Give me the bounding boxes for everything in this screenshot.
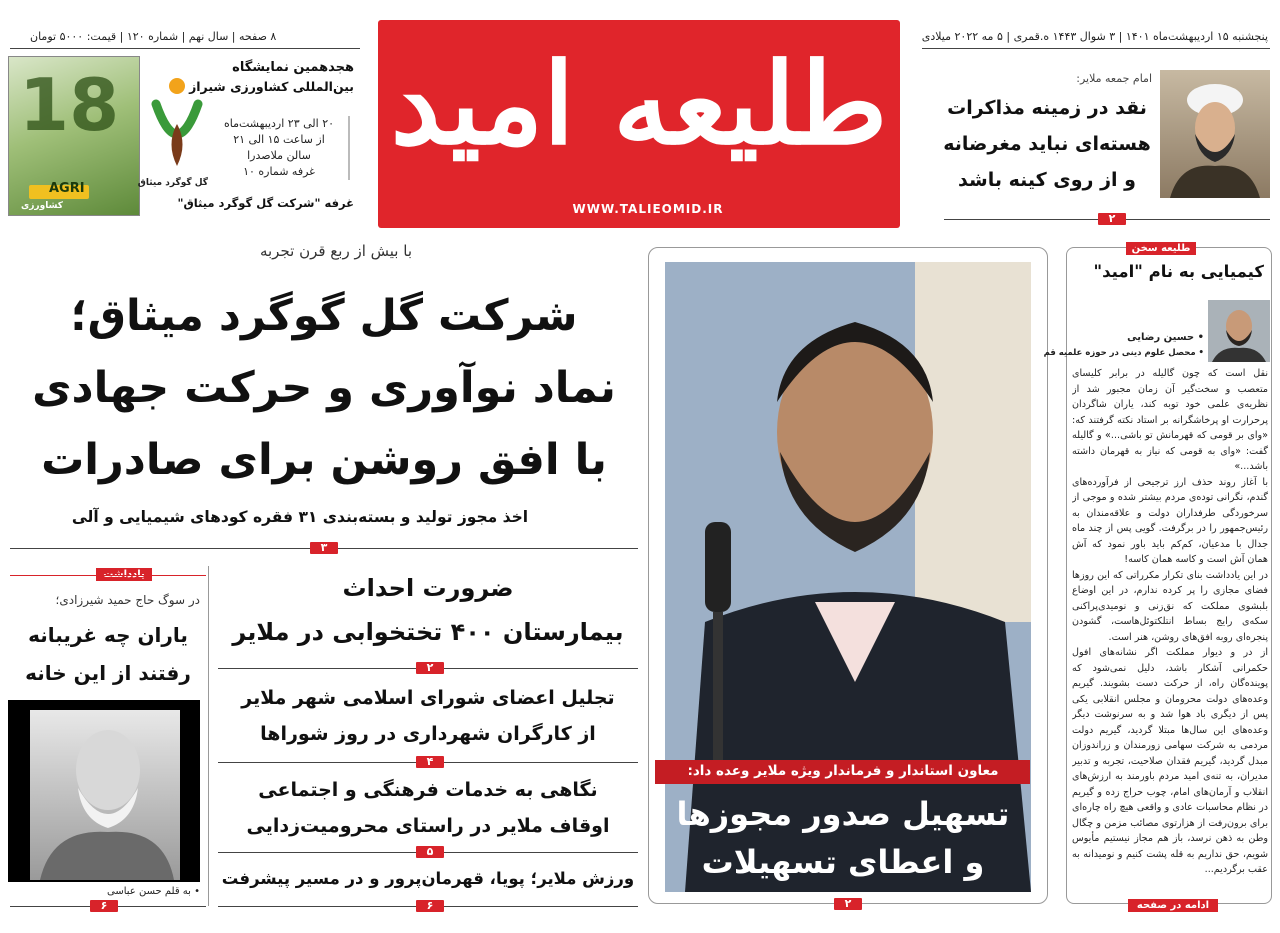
story-3-headline-2[interactable]: اوقاف ملایر در راستای محرومیت‌زدایی — [246, 815, 610, 837]
story-4-page-ref[interactable]: ۶ — [416, 900, 444, 912]
editorial-paragraph: در این یادداشت بنای تکرار مکرراتی که این روزها فضای مجازی را پر کرده ندارم، در این اوضاع بلبشوی مملکت که نق‌زنی و نومیدی‌پراکنی سکه‌ی رایج بساط انتلکتوئل‌هاست، گشودن پنجره‌ای روبه افق‌های روشن، هنر است. — [1072, 569, 1268, 643]
issue-date: پنجشنبه ۱۵ اردیبهشت‌ماه ۱۴۰۱ | ۳ شوال ۱۴۴۳ ه.قمری | ۵ مه ۲۰۲۲ میلادی — [921, 30, 1268, 43]
editorial-title[interactable]: کیمیایی به نام "امید" — [1093, 262, 1264, 281]
memorial-author: • به قلم حسن عباسی — [107, 886, 200, 897]
imam-label: امام جمعه ملایر: — [1076, 72, 1152, 85]
ad-poster-number: 18 — [19, 63, 120, 147]
photo-story-caption: معاون استاندار و فرماندار ویژه ملایر وعده داد: — [687, 763, 999, 779]
ad-poster-agri: AGRI — [49, 181, 85, 196]
company-logo-text: گل گوگرد میثاق — [137, 178, 208, 188]
imam-page-ref[interactable]: ۲ — [1098, 213, 1126, 225]
ad-subtitle: بین‌المللی کشاورزی شیراز — [189, 79, 354, 94]
main-headline-1[interactable]: شرکت گل گوگرد میثاق؛ — [70, 291, 578, 341]
ad-poster-image — [8, 56, 140, 216]
portrait-icon — [30, 710, 180, 880]
editorial-author-title: • محصل علوم دینی در حوزه علمیه قم — [1043, 348, 1204, 358]
main-headline-2[interactable]: نماد نوآوری و حرکت جهادی — [32, 363, 616, 413]
story-1-page-ref[interactable]: ۲ — [416, 662, 444, 674]
memorial-photo — [8, 700, 200, 882]
story-1-headline-2[interactable]: بیمارستان ۴۰۰ تختخوابی در ملایر — [232, 618, 624, 646]
story-2-page-ref[interactable]: ۴ — [416, 756, 444, 768]
story-3-headline-1[interactable]: نگاهی به خدمات فرهنگی و اجتماعی — [258, 779, 598, 801]
imam-headline-1[interactable]: نقد در زمینه مذاکرات — [947, 97, 1147, 119]
imam-headline-3[interactable]: و از روی کینه باشد — [958, 169, 1136, 191]
issue-number: شماره ۱۲۰ — [126, 30, 179, 43]
masthead — [378, 20, 900, 228]
ad-booth: غرفه "شرکت گل گوگرد میثاق" — [177, 196, 354, 210]
ad-box[interactable] — [8, 56, 362, 220]
editorial-paragraph: از در و دیوار مملکت اگر نشانه‌های افول حکمرانی آشکار باشد، دلیل نمی‌شود که پوینده‌گان راه، از حرکت دست بشویند. گیریم وعده‌های دولت محرومان و مجلس انقلابی یکی پس از دیگری باد هوا شد و به سرنوشت دیگر وعده‌های این سال‌ها مبتلا گردید، گیریم دولت مردمی به شرکت سهامی زورمندان و زراندوزان مبدل گردید، گیریم فقدان صلاحیت، تجربه و تدبیر مدیران، به تنه‌ی امید مردم باورمند به ارزش‌های انقلاب و آرمان‌های امام، چوب حراج زده و گیریم در نظام محاسبات عادی و واقعی هیچ راه چاره‌ای برای برون‌رفت از هزارتوی مصائب مزمن و چگال وطن به ذهن نرسد، باز هم مجاز نیستیم مأیوس شویم، حق نداریم به قله پشت کنیم و نومیدانه به عقب برگردیم... — [1072, 647, 1268, 875]
memorial-headline-1[interactable]: یاران چه غریبانه — [28, 623, 188, 647]
photo-story-page-ref[interactable]: ۲ — [834, 898, 862, 910]
memorial-kicker: در سوگ حاج حمید شیرزادی؛ — [55, 593, 200, 607]
ad-booth-line: غرفه شماره ۱۰ — [243, 165, 315, 178]
story-3-page-ref[interactable]: ۵ — [416, 846, 444, 858]
imam-headline-2[interactable]: هسته‌ای نباید مغرضانه — [943, 133, 1151, 155]
ad-date-line: ۲۰ الی ۲۳ اردیبهشت‌ماه — [223, 117, 335, 130]
editorial-author: • حسین رضایی — [1127, 332, 1204, 343]
volume-year: سال نهم — [188, 30, 229, 43]
author-photo — [1208, 300, 1270, 362]
editorial-paragraph: با آغاز روند حذف ارز ترجیحی از فرآورده‌های گندم، نگرانی توده‌ی مردم بیشتر شده و موجی از سرخوردگی طرفداران دولت و علاقه‌مندان به رئیس‌جمهور را در برگرفت. گویی پس از چند ماه جدال با مدعیان، کم‌کم باید باور نمود که آش همان آش است و کاسه همان کاسه! — [1072, 476, 1268, 565]
main-kicker: با بیش از ربع قرن تجربه — [259, 242, 412, 260]
price: قیمت: ۵۰۰۰ تومان — [30, 30, 117, 43]
ad-hall-line: سالن ملاصدرا — [247, 149, 311, 162]
memorial-page-ref[interactable]: ۶ — [90, 900, 118, 912]
photo-story-headline-1[interactable]: تسهیل صدور مجوزها — [676, 795, 1010, 833]
imam-photo — [1160, 70, 1270, 198]
main-headline-3[interactable]: با افق روشن برای صادرات — [41, 435, 607, 485]
main-page-ref[interactable]: ۳ — [310, 542, 338, 554]
issue-info: ۸ صفحه | سال نهم | شماره ۱۲۰ | قیمت: ۵۰۰۰ تومان — [30, 30, 277, 43]
story-1-headline-1[interactable]: ضرورت احداث — [342, 574, 514, 602]
story-2-headline-2[interactable]: از کارگران شهرداری در روز شوراها — [260, 723, 596, 745]
masthead-title: طلیعه امید — [390, 39, 888, 170]
story-2-headline-1[interactable]: تجلیل اعضای شورای اسلامی شهر ملایر — [241, 687, 615, 709]
editorial-body — [1072, 366, 1268, 894]
main-subheadline: اخذ مجوز تولید و بسته‌بندی ۳۱ فقره کودهای شیمیایی و آلی — [71, 508, 529, 526]
page-count: ۸ صفحه — [239, 30, 277, 43]
cleric-portrait-icon — [1160, 70, 1270, 198]
author-portrait-icon — [1208, 300, 1270, 362]
story-4-headline[interactable]: ورزش ملایر؛ پویا، قهرمان‌پرور و در مسیر پیشرفت — [221, 869, 635, 888]
ad-title: هجدهمین نمایشگاه — [232, 60, 354, 75]
memorial-headline-2[interactable]: رفتند از این خانه — [25, 661, 191, 685]
editorial-continued[interactable]: ادامه در صفحه دوم — [1128, 899, 1218, 912]
photo-story-headline-2[interactable]: و اعطای تسهیلات — [701, 843, 985, 881]
ad-poster-sub: کشاورزی — [21, 201, 63, 211]
masthead-url[interactable]: WWW.TALIEOMID.IR — [572, 202, 724, 216]
ad-time-line: از ساعت ۱۵ الی ۲۱ — [233, 133, 325, 146]
editorial-tag: طلیعه سخن — [1126, 242, 1196, 255]
editorial-paragraph: نقل است که چون گالیله در برابر کلیسای متعصب و سخت‌گیر آن زمان مجبور شد از نظریه‌ی علمی خود توبه کند، یاران شاگردان پرحرارت او پرخاشگرانه بر استاد نکته گرفتند که: «وای بر قومی که قهرمانش تو باشی...» و گالیله گفت: «وای به قومی که نیاز به قهرمان داشته باشد...» — [1072, 368, 1268, 472]
